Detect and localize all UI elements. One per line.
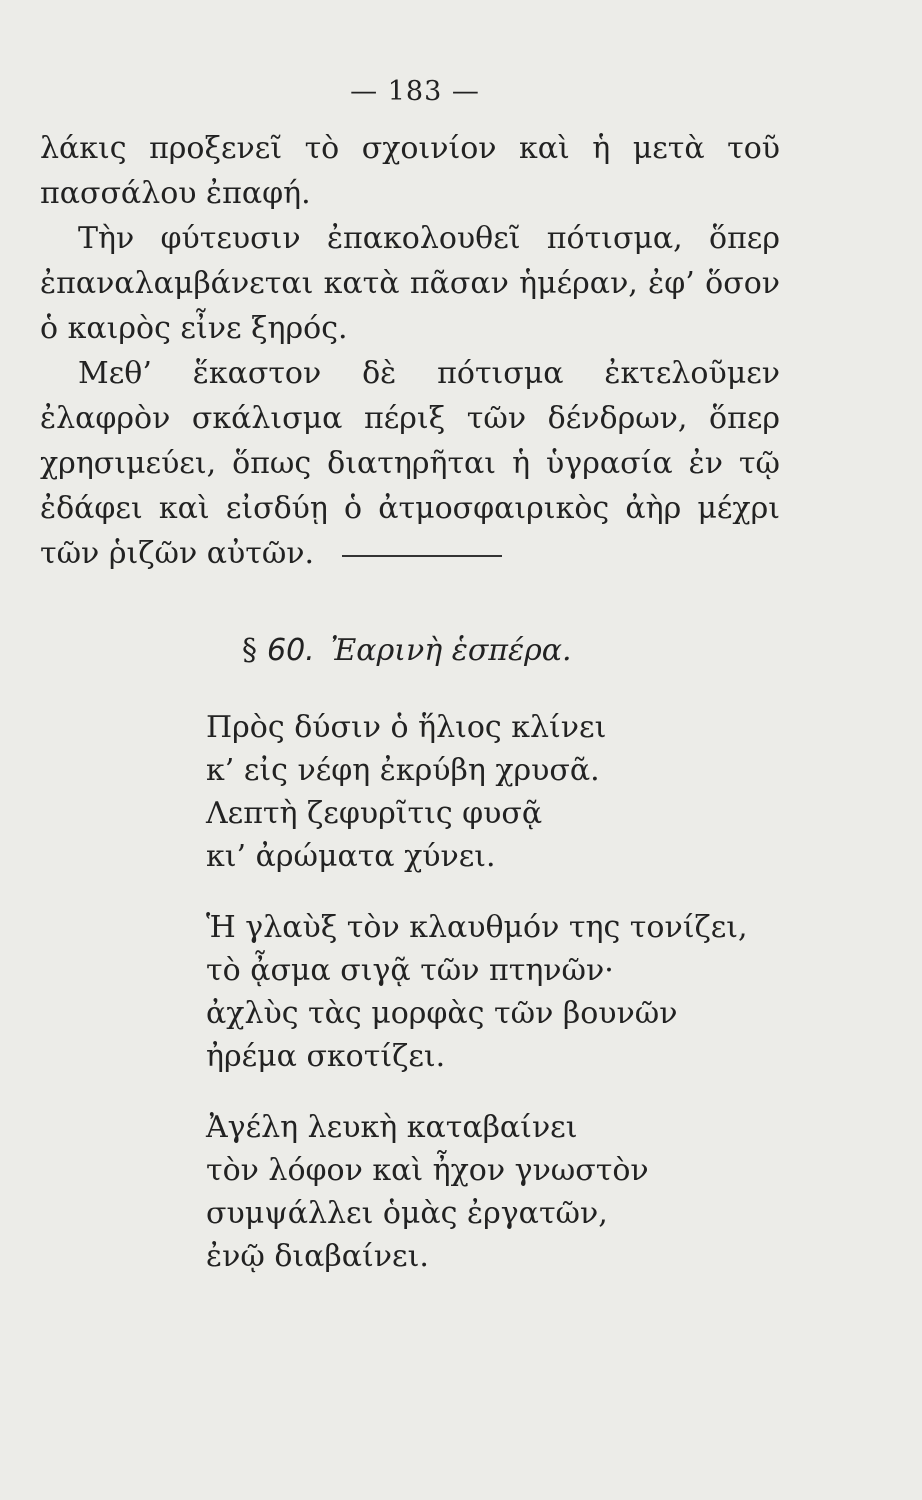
poem (206, 706, 806, 1306)
section-heading (242, 633, 572, 668)
section-number: 60. (267, 633, 315, 668)
poem-line: Λεπτὴ ζεφυρῖτις φυσᾷ (206, 796, 543, 831)
poem-line: κ’ εἰς νέφη ἐκρύβη χρυσᾶ. (206, 753, 600, 788)
paragraph-watering: Τὴν φύτευσιν ἐπακολουθεῖ πότισμα, ὅπερ ἐπαναλαμβάνεται κατὰ πᾶσαν ἡμέραν, ἐφ’ ὅσον ὁ καιρὸς εἶνε ξηρός. (40, 221, 780, 346)
poem-line: ἀχλὺς τὰς μορφὰς τῶν βουνῶν (206, 996, 678, 1031)
poem-line: τὸ ᾆσμα σιγᾷ τῶν πτηνῶν· (206, 953, 614, 988)
section-title: Ἐαρινὴ ἑσπέρα. (330, 633, 572, 668)
poem-line: συμψάλλει ὁμὰς ἐργατῶν, (206, 1196, 608, 1231)
poem-stanza-3 (206, 1106, 806, 1278)
poem-stanza-1 (206, 706, 806, 878)
poem-line: ἠρέμα σκοτίζει. (206, 1039, 446, 1074)
section-divider (342, 555, 502, 557)
prose-body (40, 126, 780, 576)
poem-line: Πρὸς δύσιν ὁ ἥλιος κλίνει (206, 710, 607, 745)
poem-line: τὸν λόφον καὶ ἦχον γνωστὸν (206, 1153, 649, 1188)
section-symbol: § (242, 633, 257, 668)
paragraph-hoeing: Μεθ’ ἕκαστον δὲ πότισμα ἐκτελοῦμεν ἐλαφρὸν σκάλισμα πέριξ τῶν δένδρων, ὅπερ χρησιμεύει, ὅπως διατηρῆται ἡ ὑγρασία ἐν τῷ ἐδάφει καὶ εἰσδύῃ ὁ ἀτμοσφαιρικὸς ἀὴρ μέχρι τῶν ῥιζῶν αὐτῶν. (40, 356, 780, 571)
poem-stanza-2 (206, 906, 806, 1078)
poem-line: Ἀγέλη λευκὴ καταβαίνει (206, 1110, 578, 1145)
poem-line: ἐνῷ διαβαίνει. (206, 1239, 429, 1274)
paragraph-continuation: λάκις προξενεῖ τὸ σχοινίον καὶ ἡ μετὰ τοῦ πασσάλου ἐπαφή. (40, 131, 780, 211)
poem-line: κι’ ἀρώματα χύνει. (206, 839, 496, 874)
poem-line: Ἡ γλαὺξ τὸν κλαυθμόν της τονίζει, (206, 910, 748, 945)
page-number: — 183 — (350, 76, 480, 107)
